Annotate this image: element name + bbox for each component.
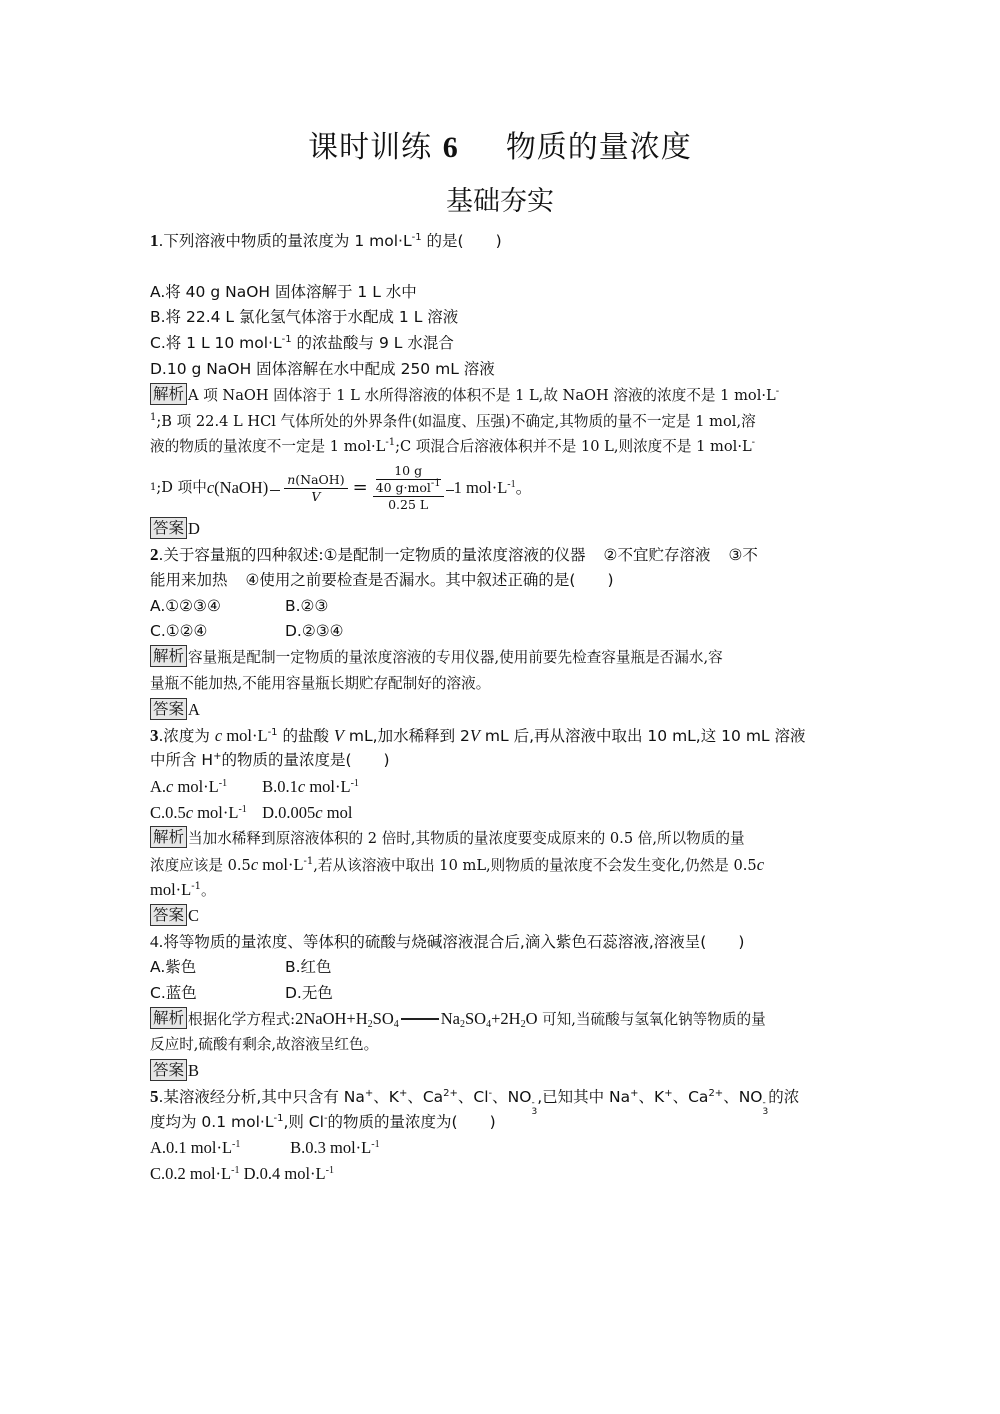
chemical-equation: $2NaOH+H_2SO_4$ $Na_2SO_4+2H_2O$ <box>295 1009 538 1031</box>
equals-sign <box>270 486 280 491</box>
option-a: A.将 40 g NaOH 固体溶解于 1 L 水中 <box>150 282 417 301</box>
analysis-block: 解析 当加水稀释到原溶液体积的 2 倍时,其物质的量浓度要变成原来的 0.5 倍,所以物质的量 浓度应该是 0.5c $mol\cdot L^{-1}$,若从该溶液中取出 10 mL,则物质的量浓度不会发生变化,仍然是 0.5c $mol\cdot L^{-1}$。 <box>150 827 765 900</box>
question-stem: 4.将等物质的量浓度、等体积的硫酸与烧碱溶液混合后,滴入紫色石蕊溶液,溶液呈( ) <box>150 931 745 951</box>
answer-value: C <box>188 906 200 926</box>
option-c: C.①②④ <box>150 622 208 641</box>
answer-label: 答案 <box>150 517 187 539</box>
answer-value: A <box>188 699 200 719</box>
question-stem: 3.浓度为 c $mol\cdot L^{-1}$ 的盐酸 V mL,加水稀释到 2V mL 后,再从溶液中取出 10 mL,这 10 mL 溶液 <box>150 725 806 745</box>
formula-line: 1 ;D 项中 c(NaOH) $\frac{\text{n(NaOH)}}{V}$ = 10 g 40 g·mol$^{-1}$ 0.25 L 1 $mol\cdot L^{-1}$。 <box>150 463 533 513</box>
option-a: A.c $mol\cdot L^{-1}$ <box>150 777 228 797</box>
question-5: 5.某溶液经分析,其中只含有 Na+、K+、$Ca^{2+}$、Cl-、NO - 3 ,已知其中 Na+、K+、$Ca^{2+}$、NO - 3 的浓 度均为 0.1 $mol\cdot L^{-1}$,则 Cl-的物质的量浓度为( ) A.0.1 $mol\cdot L^{-1}$ B.0.3 $mol\cdot L^{-1}$ C.0.2 $mol\cdot L^{-1}$ D.0.4 $mol\cdot L^{-1}$ <box>150 1084 850 1187</box>
analysis-label: 解析 <box>150 383 187 405</box>
option-d: D.10 g NaOH 固体溶解在水中配成 250 mL 溶液 <box>150 359 495 378</box>
fraction-mass-over-volume: 10 g 40 g·mol$^{-1}$ 0.25 L <box>373 463 444 513</box>
analysis-label: 解析 <box>150 645 187 667</box>
option-a: A.紫色 <box>150 957 197 976</box>
option-b: B.将 22.4 L 氯化氢气体溶于水配成 1 L 溶液 <box>150 308 459 327</box>
answer-row <box>150 1058 850 1084</box>
option-b: B.0.1c $mol\cdot L^{-1}$ <box>262 777 359 797</box>
option-a: A.0.1 $mol\cdot L^{-1}$ <box>150 1138 241 1158</box>
formula-lhs: c(NaOH) <box>206 478 269 498</box>
analysis-block: 解析 容量瓶是配制一定物质的量浓度溶液的专用仪器,使用前要先检查容量瓶是否漏水,容 量瓶不能加热,不能用容量瓶长期贮存配制好的溶液。 <box>150 647 723 692</box>
question-2: 2.关于容量瓶的四种叙述:①是配制一定物质的量浓度溶液的仪器 ②不宜贮存溶液 ③不 能用来加热 ④使用之前要检查是否漏水。其中叙述正确的是( ) A.①②③④ B.②③ C.①②④ D.②③④ 解析 容量瓶是配制一定物质的量浓度溶液的专用仪器,使用前要先检查容量瓶是否漏水,容 量瓶不能加热,不能用容量瓶长期贮存配制好的溶液。 答案 A <box>150 542 850 723</box>
analysis-block: 解析 A 项 NaOH 固体溶于 1 L 水所得溶液的体积不是 1 L,故 NaOH 溶液的浓度不是 1 mol·L- $^1$;B 项 22.4 L HCl 气体所处的外界条件(如温度、压强)不确定,其物质的量不一定是 1 mol,溶 液的物质的量浓度不一定是 1 $mol\cdot L^{-1};C$ 项混合后溶液体积并不是 10 L,则浓度不是 1 mol·L- 1 ;D 项中 c(NaOH) $\frac{\text{n(NaOH)}}{V}$ = 10 g 40 g·mol$^{-1}$ 0.25 L 1 $mol\cdot L^{-1}$。 <box>150 383 850 516</box>
answer-label: 答案 <box>150 1059 187 1081</box>
answer-value: D <box>188 519 200 539</box>
page-title <box>0 128 1000 168</box>
answer-label: 答案 <box>150 904 187 926</box>
answer-row <box>150 516 850 542</box>
answer-value: B <box>188 1060 200 1080</box>
question-stem: 2.关于容量瓶的四种叙述:①是配制一定物质的量浓度溶液的仪器 ②不宜贮存溶液 ③不 <box>150 544 758 564</box>
analysis-label: 解析 <box>150 1007 187 1029</box>
option-b: B.0.3 $mol\cdot L^{-1}$ <box>290 1138 380 1158</box>
fraction-n-over-v: $\frac{\text{n(NaOH)}}{V}$ <box>284 472 347 505</box>
answer-label: 答案 <box>150 698 187 720</box>
question-stem: 1.下列溶液中物质的量浓度为 1 $mol\cdot L^{-1}$ 的是( ) <box>150 231 502 250</box>
question-stem: 5.某溶液经分析,其中只含有 Na+、K+、$Ca^{2+}$、Cl-、NO - 3 ,已知其中 Na+、K+、$Ca^{2+}$、NO - 3 的浓 <box>150 1086 800 1117</box>
option-b: B.②③ <box>285 596 329 615</box>
analysis-label: 解析 <box>150 826 187 848</box>
analysis-block: 解析 根据化学方程式$:2NaOH+H_2SO_4$ $Na_2SO_4+2H_2O$ 可知,当硫酸与氢氧化钠等物质的量 反应时,硫酸有剩余,故溶液呈红色。 <box>150 1009 766 1054</box>
lesson-topic: 物质的量浓度 <box>505 130 692 165</box>
section-heading: 基础夯实 <box>446 186 554 217</box>
option-d: D.无色 <box>285 983 333 1002</box>
question-list <box>150 228 850 1187</box>
option-d: D.②③④ <box>285 622 344 641</box>
title-prefix: 课时训练 <box>308 130 433 165</box>
option-d: D.0.005c mol <box>262 802 353 822</box>
lesson-number: 6 <box>442 131 459 164</box>
answer-row <box>150 697 850 723</box>
option-c: C.0.5c $mol\cdot L^{-1}$ <box>150 802 247 822</box>
option-c: C.0.2 $mol\cdot L^{-1}$ <box>150 1164 240 1184</box>
option-d: D.0.4 $mol\cdot L^{-1}$ <box>243 1164 334 1184</box>
option-c: C.将 1 L 10 $mol\cdot L^{-1}$ 的浓盐酸与 9 L 水混合 <box>150 334 454 353</box>
question-1 <box>150 228 850 542</box>
reaction-equals-sign <box>401 1012 439 1020</box>
option-c: C.蓝色 <box>150 983 197 1002</box>
question-4 <box>150 929 850 1084</box>
option-b: B.红色 <box>285 957 332 976</box>
answer-row <box>150 903 850 929</box>
option-a: A.①②③④ <box>150 596 221 615</box>
question-3: 3.浓度为 c $mol\cdot L^{-1}$ 的盐酸 V mL,加水稀释到 2V mL 后,再从溶液中取出 10 mL,这 10 mL 溶液 中所含 H+的物质的量浓度是( ) A.c $mol\cdot L^{-1}$ B.0.1c $mol\cdot L^{-1}$ C.0.5c $mol\cdot L^{-1}$ D.0.005c mol 解析 当加水稀释到原溶液体积的 2 倍时,其物质的量浓度要变成原来的 0.5 倍,所以物质的量 浓度应该是 0.5c $mol\cdot L^{-1}$,若从该溶液中取出 10 mL,则物质的量浓度不会发生变化,仍然是 0.5c $mol\cdot L^{-1}$。 答案 C <box>150 723 850 929</box>
